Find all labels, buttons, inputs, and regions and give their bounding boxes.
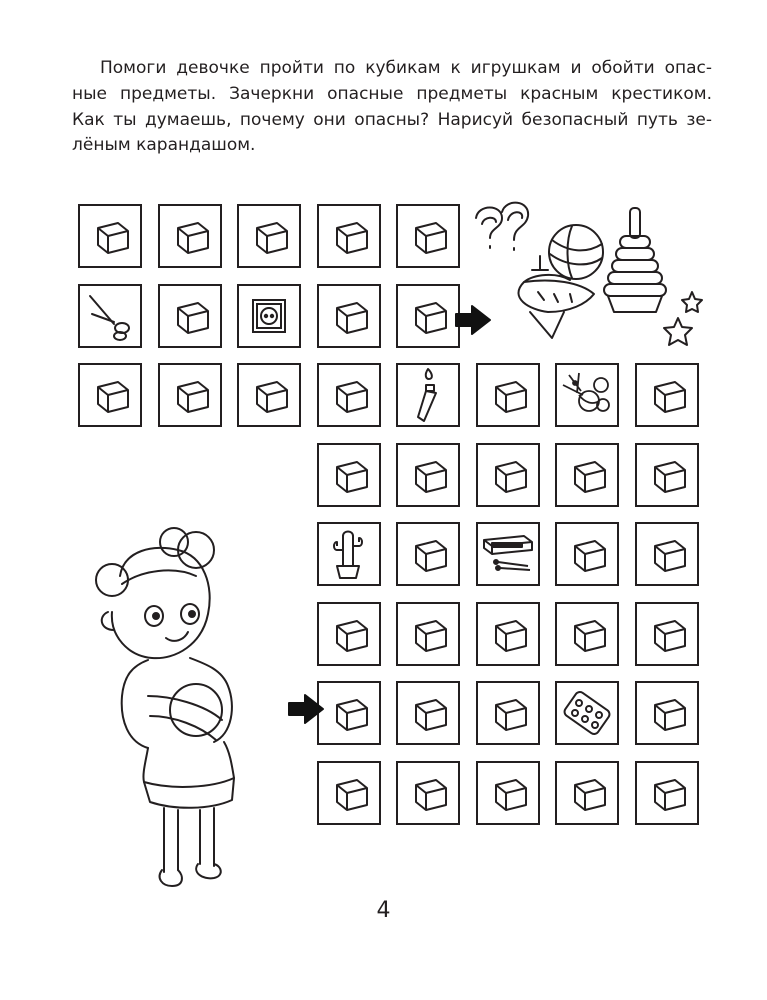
cube-icon (557, 604, 617, 664)
pills-icon (557, 683, 617, 743)
cube-cell (396, 681, 460, 745)
cube-cell (635, 522, 699, 586)
cube-cell (158, 284, 222, 348)
cube-icon (160, 206, 220, 266)
pyramid-toy-icon (604, 208, 666, 312)
cube-icon (637, 604, 697, 664)
cube-cell (396, 602, 460, 666)
cube-cell (396, 204, 460, 268)
cube-icon (398, 524, 458, 584)
pills-cell (555, 681, 619, 745)
cube-icon (557, 763, 617, 823)
cube-icon (319, 683, 379, 743)
cube-icon (398, 445, 458, 505)
cube-icon (398, 683, 458, 743)
yarn-icon (557, 365, 617, 425)
cube-icon (557, 445, 617, 505)
cube-cell (396, 284, 460, 348)
cube-cell (317, 761, 381, 825)
cube-cell (635, 443, 699, 507)
girl-body (122, 658, 234, 808)
cube-icon (239, 365, 299, 425)
cube-icon (478, 683, 538, 743)
cube-icon (637, 445, 697, 505)
cube-cell (476, 443, 540, 507)
cube-icon (80, 365, 140, 425)
socket-cell (237, 284, 301, 348)
girl-hair-buns (96, 528, 214, 596)
cube-icon (319, 286, 379, 346)
girl-legs (160, 808, 221, 886)
cube-cell (635, 681, 699, 745)
cube-cell (476, 363, 540, 427)
cube-cell (635, 602, 699, 666)
cube-icon (319, 445, 379, 505)
star-small-icon (682, 292, 702, 312)
cube-cell (396, 443, 460, 507)
lighter-icon (398, 365, 458, 425)
cube-cell (555, 761, 619, 825)
instruction-line-4: лёным карандашом. (72, 135, 256, 156)
cube-cell (78, 204, 142, 268)
ball-icon (549, 225, 603, 279)
cube-icon (319, 365, 379, 425)
cactus-icon (319, 524, 379, 584)
cube-cell (635, 761, 699, 825)
cube-icon (319, 206, 379, 266)
cube-icon (637, 683, 697, 743)
cube-cell (396, 761, 460, 825)
lighter-cell (396, 363, 460, 427)
cube-icon (319, 763, 379, 823)
cube-cell (78, 363, 142, 427)
cube-cell (396, 522, 460, 586)
cube-icon (398, 763, 458, 823)
cube-cell (317, 284, 381, 348)
cube-icon (637, 365, 697, 425)
cube-icon (637, 763, 697, 823)
spinning-top-icon (518, 256, 594, 338)
cube-icon (478, 763, 538, 823)
cube-cell (555, 602, 619, 666)
cube-cell (317, 602, 381, 666)
cube-cell (476, 761, 540, 825)
cube-icon (478, 604, 538, 664)
cube-icon (80, 206, 140, 266)
scissors-icon (80, 286, 140, 346)
cube-icon (478, 445, 538, 505)
yarn-cell (555, 363, 619, 427)
question-marks-icon (476, 203, 528, 250)
toys-illustration (468, 200, 710, 355)
cube-icon (160, 365, 220, 425)
cube-cell (237, 204, 301, 268)
cube-cell (158, 204, 222, 268)
cube-cell (555, 522, 619, 586)
cube-icon (398, 286, 458, 346)
matches-icon (478, 524, 538, 584)
cube-cell (317, 443, 381, 507)
cube-icon (398, 206, 458, 266)
cube-icon (319, 604, 379, 664)
cube-icon (557, 524, 617, 584)
socket-icon (239, 286, 299, 346)
cube-cell (317, 204, 381, 268)
cube-icon (239, 206, 299, 266)
cactus-cell (317, 522, 381, 586)
girl-illustration (92, 520, 268, 892)
instruction-line-3: Как ты думаешь, почему они опасны? Нарисуй безопасный путь зе- (72, 109, 712, 130)
star-large-icon (664, 318, 692, 345)
cube-icon (637, 524, 697, 584)
cube-cell (555, 443, 619, 507)
cube-icon (398, 604, 458, 664)
instruction-line-1: Помоги девочке пройти по кубикам к игрушкам и обойти опас- (100, 58, 712, 78)
instruction-line-2: ные предметы. Зачеркни опасные предметы красным крестиком. (72, 83, 712, 104)
cube-cell (158, 363, 222, 427)
scissors-cell (78, 284, 142, 348)
arrow-from-girl-icon (287, 692, 327, 726)
cube-cell (476, 602, 540, 666)
instructions-text (72, 56, 712, 159)
cube-icon (160, 286, 220, 346)
cube-cell (635, 363, 699, 427)
cube-cell (317, 363, 381, 427)
cube-icon (478, 365, 538, 425)
matches-cell (476, 522, 540, 586)
cube-cell (237, 363, 301, 427)
cube-cell (476, 681, 540, 745)
page-number: 4 (376, 898, 391, 923)
